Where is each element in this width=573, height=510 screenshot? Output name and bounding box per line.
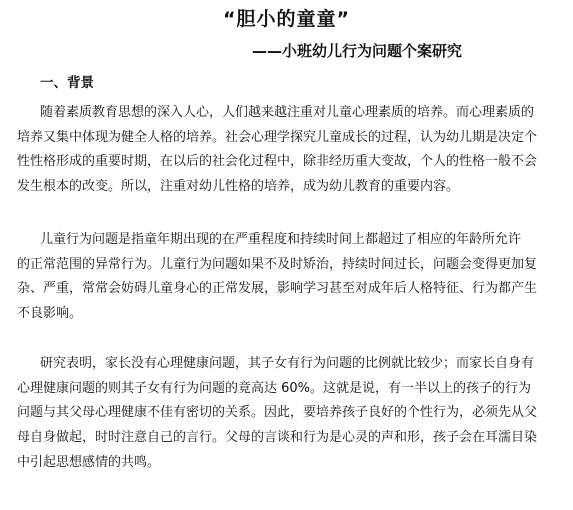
paragraph-line: 的正常范围的异常行为。儿童行为问题如果不及时矫治，持续时间过长，问题会变得更加复 <box>17 256 538 272</box>
paragraph-line: 母自身做起，时时注意自己的言行。父母的言谈和行为是心灵的声和形，孩子会在耳濡目染 <box>17 430 538 446</box>
paragraph-line: 问题与其父母心理健康不佳有密切的关系。因此，要培养孩子良好的个性行为，必须先从父 <box>17 405 538 421</box>
paragraph-line: 杂、严重，常常会妨碍儿童身心的正常发展，影响学习甚至对成年后人格特征、行为都产生 <box>17 281 538 297</box>
document-subtitle: ——小班幼儿行为问题个案研究 <box>252 42 463 60</box>
paragraph <box>17 352 566 476</box>
paragraph-line: 中引起思想感情的共鸣。 <box>17 454 161 470</box>
paragraph-line: 儿童行为问题是指童年期出现的在严重程度和持续时间上都超过了相应的年龄所允许 <box>40 232 522 247</box>
document-title: “胆小的童童” <box>223 8 350 30</box>
paragraph-line: 不良影响。 <box>17 306 83 322</box>
paragraph-line: 培养又集中体现为健全人格的培养。社会心理学探究儿童成长的过程，认为幼儿期是决定个 <box>17 129 538 145</box>
paragraph-line: 心理健康问题的则其子女有行为问题的竟高达 60%。这就是说，有一半以上的孩子的行为 <box>17 380 532 396</box>
paragraph-line: 发生根本的改变。所以，注重对幼儿性格的培养，成为幼儿教育的重要内容。 <box>17 179 460 195</box>
paragraph <box>17 101 566 200</box>
section-heading: 一、背景 <box>40 75 94 91</box>
paragraph <box>17 228 566 327</box>
paragraph-line: 随着素质教育思想的深入人心，人们越来越注重对儿童心理素质的培养。而心理素质的 <box>40 105 535 120</box>
paragraph-line: 研究表明，家长没有心理健康问题，其子女有行为问题的比例就比较少；而家长自身有 <box>40 356 535 371</box>
paragraph-line: 性性格形成的重要时期，在以后的社会化过程中，除非经历重大变故，个人的性格一般不会 <box>17 154 538 170</box>
